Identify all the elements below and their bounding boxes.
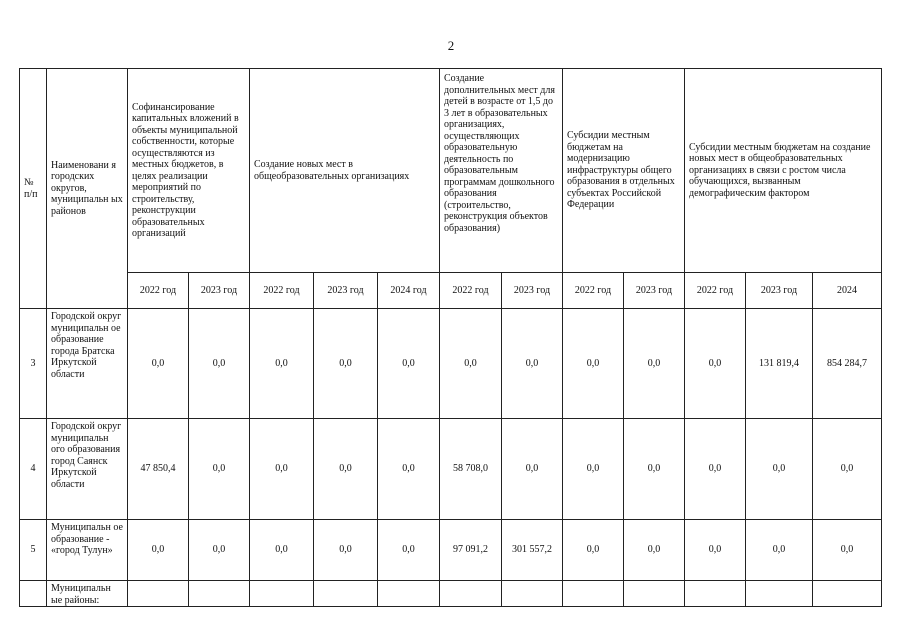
header-num: № п/п bbox=[20, 69, 47, 309]
cell-value: 0,0 bbox=[746, 520, 813, 581]
cell-value: 0,0 bbox=[746, 419, 813, 520]
cell-value: 58 708,0 bbox=[440, 419, 502, 520]
cell-value: 0,0 bbox=[813, 520, 882, 581]
header-cofinancing: Софинансирование капитальных вложений в объекты муниципальной собственности, которые осуществляются из местных бюджетов, в целях реализации мероприятий по строительству, реконструкции образовательных организаций bbox=[128, 69, 250, 273]
cell-value: 0,0 bbox=[314, 419, 378, 520]
cell-value: 0,0 bbox=[685, 520, 746, 581]
year-header: 2023 год bbox=[746, 273, 813, 309]
cell-value: 301 557,2 bbox=[502, 520, 563, 581]
year-header: 2022 год bbox=[250, 273, 314, 309]
year-header: 2023 год bbox=[624, 273, 685, 309]
cell-value: 0,0 bbox=[314, 309, 378, 419]
cell-value: 0,0 bbox=[314, 520, 378, 581]
cell-value: 0,0 bbox=[502, 419, 563, 520]
cell-value: 0,0 bbox=[624, 419, 685, 520]
cell-value: 0,0 bbox=[250, 419, 314, 520]
row-num: 5 bbox=[20, 520, 47, 581]
row-num: 4 bbox=[20, 419, 47, 520]
year-header: 2023 год bbox=[314, 273, 378, 309]
subsidy-table bbox=[19, 68, 882, 607]
cell-value: 854 284,7 bbox=[813, 309, 882, 419]
table-row bbox=[20, 581, 882, 607]
cell-value bbox=[502, 581, 563, 607]
cell-value: 47 850,4 bbox=[128, 419, 189, 520]
year-header: 2023 год bbox=[189, 273, 250, 309]
cell-value: 0,0 bbox=[250, 309, 314, 419]
cell-value bbox=[813, 581, 882, 607]
row-name: Городской округ муниципальн ое образование города Братска Иркутской области bbox=[47, 309, 128, 419]
cell-value: 0,0 bbox=[250, 520, 314, 581]
cell-value: 0,0 bbox=[563, 419, 624, 520]
cell-value: 0,0 bbox=[685, 309, 746, 419]
cell-value: 97 091,2 bbox=[440, 520, 502, 581]
cell-value: 0,0 bbox=[624, 520, 685, 581]
cell-value: 0,0 bbox=[685, 419, 746, 520]
cell-value bbox=[440, 581, 502, 607]
table-row bbox=[20, 419, 882, 520]
cell-value: 0,0 bbox=[563, 520, 624, 581]
year-header: 2022 год bbox=[128, 273, 189, 309]
cell-value bbox=[624, 581, 685, 607]
cell-value: 0,0 bbox=[502, 309, 563, 419]
row-name: Муниципальн ое образование - «город Тулун» bbox=[47, 520, 128, 581]
year-header: 2022 год bbox=[685, 273, 746, 309]
cell-value bbox=[314, 581, 378, 607]
cell-value: 0,0 bbox=[440, 309, 502, 419]
cell-value bbox=[378, 581, 440, 607]
page-number: 2 bbox=[447, 38, 455, 53]
year-header: 2024 год bbox=[378, 273, 440, 309]
cell-value bbox=[189, 581, 250, 607]
year-header: 2022 год bbox=[440, 273, 502, 309]
cell-value bbox=[563, 581, 624, 607]
row-name: Городской округ муниципальн ого образования город Саянск Иркутской области bbox=[47, 419, 128, 520]
cell-value: 0,0 bbox=[128, 520, 189, 581]
cell-value: 0,0 bbox=[624, 309, 685, 419]
cell-value bbox=[128, 581, 189, 607]
cell-value: 0,0 bbox=[128, 309, 189, 419]
cell-value: 0,0 bbox=[563, 309, 624, 419]
table-row bbox=[20, 520, 882, 581]
cell-value: 0,0 bbox=[378, 419, 440, 520]
cell-value: 0,0 bbox=[378, 520, 440, 581]
cell-value: 0,0 bbox=[189, 309, 250, 419]
cell-value bbox=[250, 581, 314, 607]
cell-value bbox=[746, 581, 813, 607]
cell-value: 0,0 bbox=[813, 419, 882, 520]
header-demographic: Субсидии местным бюджетам на создание новых мест в общеобразовательных организациях в связи с ростом числа обучающихся, вызванным демографическим фактором bbox=[685, 69, 882, 273]
row-num: 3 bbox=[20, 309, 47, 419]
row-num bbox=[20, 581, 47, 607]
cell-value bbox=[685, 581, 746, 607]
cell-value: 0,0 bbox=[189, 419, 250, 520]
cell-value: 0,0 bbox=[378, 309, 440, 419]
row-name: Муниципальн ые районы: bbox=[47, 581, 128, 607]
header-modernization: Субсидии местным бюджетам на модернизацию инфраструктуры общего образования в отдельных субъектах Российской Федерации bbox=[563, 69, 685, 273]
header-new-places: Создание новых мест в общеобразовательных организациях bbox=[250, 69, 440, 273]
year-header: 2023 год bbox=[502, 273, 563, 309]
year-header: 2022 год bbox=[563, 273, 624, 309]
header-preschool-places: Создание дополнительных мест для детей в возрасте от 1,5 до 3 лет в образовательных организациях, осуществляющих образовательную деятельность по образовательным программам дошкольного образования (строительство, реконструкция объектов образования) bbox=[440, 69, 563, 273]
header-name: Наименовани я городских округов, муниципальн ых районов bbox=[47, 69, 128, 309]
year-header: 2024 bbox=[813, 273, 882, 309]
cell-value: 0,0 bbox=[189, 520, 250, 581]
table-row bbox=[20, 309, 882, 419]
cell-value: 131 819,4 bbox=[746, 309, 813, 419]
